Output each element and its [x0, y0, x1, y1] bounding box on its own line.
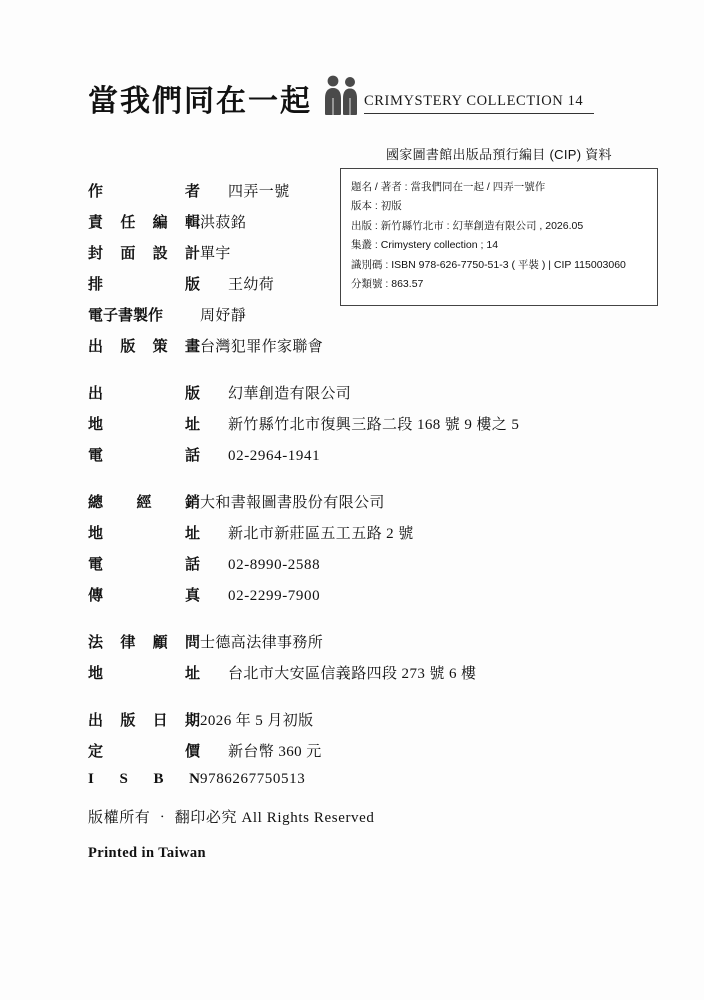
copyright-notice: 版權所有 ‧ 翻印必究 All Rights Reserved — [88, 810, 375, 826]
credit-label: 電 話 — [88, 557, 200, 573]
credit-row-publishing-plan — [88, 335, 648, 366]
cip-row: 分類號 : 863.57 — [351, 278, 424, 291]
cip-row: 識別碼 : ISBN 978-626-7750-51-3 ( 平裝 ) | CIP 115003060 — [351, 258, 626, 271]
credit-label: 責 任 編 輯 — [88, 215, 200, 231]
credit-label: 地 址 — [88, 666, 200, 682]
credits-list — [88, 180, 648, 802]
credit-row-cover-design — [88, 242, 648, 273]
credit-value: 2026 年 5 月初版 — [200, 713, 314, 729]
footer-block — [88, 806, 648, 862]
credit-value: 大和書報圖書股份有限公司 — [200, 495, 385, 511]
credit-row-distributor-phone — [88, 553, 648, 584]
credit-value: 周妤靜 — [200, 308, 247, 324]
credit-row-editor — [88, 211, 648, 242]
credit-value: 9786267750513 — [200, 771, 306, 787]
title-block — [88, 78, 628, 125]
credit-value: 王幼荷 — [228, 277, 275, 293]
credit-label: 出 版 — [88, 386, 200, 402]
credit-label: 出 版 日 期 — [88, 713, 200, 729]
credit-value: 新台幣 360 元 — [228, 744, 322, 760]
printed-in-notice: Printed in Taiwan — [88, 845, 206, 861]
credit-value: 士德高法律事務所 — [200, 635, 324, 651]
credit-label: 法 律 顧 問 — [88, 635, 200, 651]
credit-row-typesetting — [88, 273, 648, 304]
credit-label: 作 者 — [88, 184, 200, 200]
credit-row-isbn — [88, 771, 648, 802]
credit-row-publisher-address — [88, 413, 648, 444]
credit-value: 台北市大安區信義路四段 273 號 6 樓 — [228, 666, 477, 682]
page-title: 當我們同在一起 — [88, 85, 312, 118]
cip-row: 出版 : 新竹縣竹北市 : 幻華創造有限公司 , 2026.05 — [351, 219, 584, 232]
credit-label: 電子書製作 — [88, 308, 164, 324]
credit-row-fax — [88, 584, 648, 615]
credit-label: 地 址 — [88, 417, 200, 433]
credit-label: 出 版 策 畫 — [88, 339, 200, 355]
credit-value: 02-2964-1941 — [228, 448, 321, 464]
credit-value: 02-8990-2588 — [228, 557, 321, 573]
credit-value: 台灣犯罪作家聯會 — [200, 339, 324, 355]
credit-row-publisher — [88, 382, 648, 413]
credit-row-distributor — [88, 491, 648, 522]
credit-row-author — [88, 180, 648, 211]
cip-row: 集叢 : Crimystery collection ; 14 — [351, 239, 499, 252]
credit-value: 四弄一號 — [228, 184, 290, 200]
credit-row-distributor-address — [88, 522, 648, 553]
credit-value: 洪菽銘 — [200, 215, 247, 231]
credit-row-legal-address — [88, 662, 648, 693]
credit-label: 排 版 — [88, 277, 200, 293]
cip-row: 題名 / 著者 : 當我們同在一起 / 四弄一號作 — [351, 181, 546, 193]
credit-label: 傳 真 — [88, 588, 200, 604]
credit-label: 電 話 — [88, 448, 200, 464]
credit-value: 新北市新莊區五工五路 2 號 — [228, 526, 414, 542]
credit-value: 單宇 — [200, 246, 231, 262]
credit-value: 幻華創造有限公司 — [228, 386, 352, 402]
credit-label: 封 面 設 計 — [88, 246, 200, 262]
series-label: CRIMYSTERY COLLECTION 14 — [364, 93, 594, 114]
credit-label: 地 址 — [88, 526, 200, 542]
two-people-silhouette-icon — [322, 74, 360, 121]
cip-heading: 國家圖書館出版品預行編目 (CIP) 資料 — [386, 147, 612, 162]
credit-row-publisher-phone — [88, 444, 648, 475]
credit-label: 定 價 — [88, 744, 200, 760]
credit-row-publication-date — [88, 709, 648, 740]
credit-row-ebook — [88, 304, 648, 335]
credit-value: 02-2299-7900 — [228, 588, 321, 604]
cip-row: 版本 : 初版 — [351, 200, 402, 213]
credit-row-price — [88, 740, 648, 771]
credit-value: 新竹縣竹北市復興三路二段 168 號 9 樓之 5 — [228, 417, 520, 433]
credit-label: 總 經 銷 — [88, 495, 200, 511]
credit-label: I S B N — [88, 771, 200, 787]
credit-row-legal-counsel — [88, 631, 648, 662]
